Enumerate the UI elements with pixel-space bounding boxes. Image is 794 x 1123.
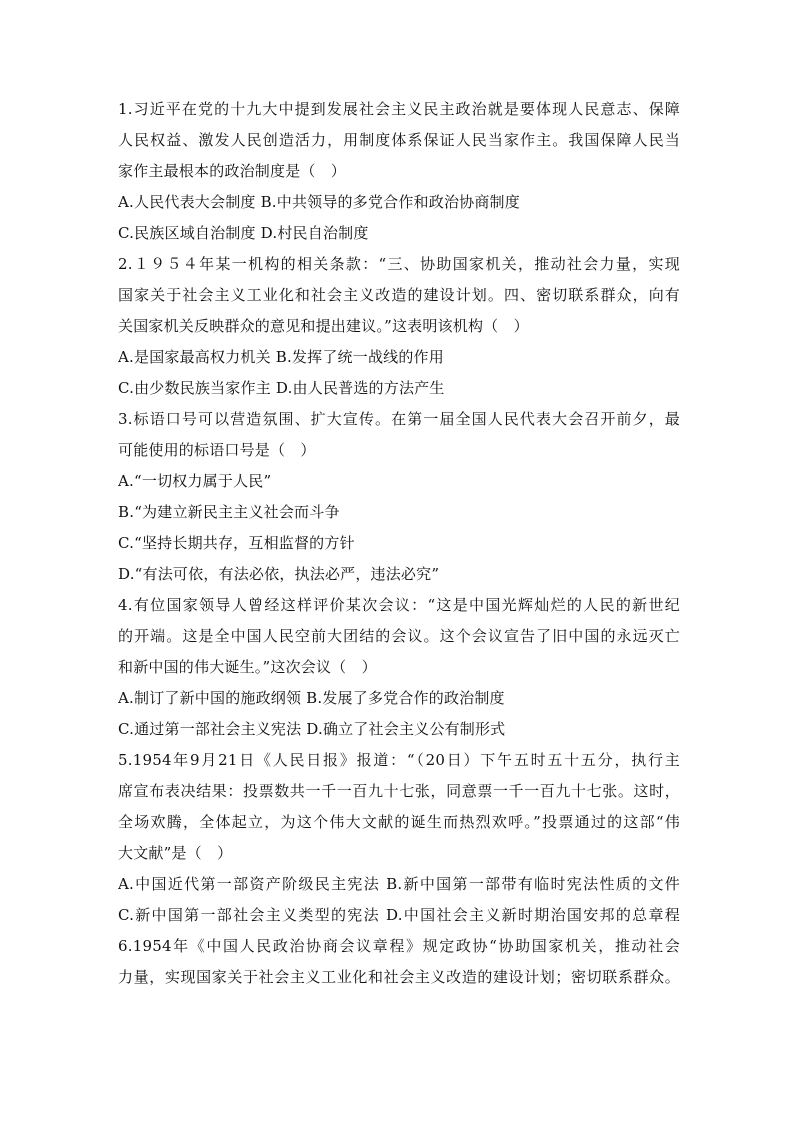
question-1-options-cd: C.民族区域自治制度 D.村民自治制度	[118, 224, 369, 242]
question-2-line-1: 2.１９５４年某一机构的相关条款：“三、协助国家机关，推动社会力量，实现	[118, 255, 680, 273]
question-4-options-ab: A.制订了新中国的施政纲领 B.发展了多党合作的政治制度	[118, 689, 505, 707]
question-5-line-3: 全场欢腾，全体起立，为这个伟大文献的诞生而热烈欢呼。”投票通过的这部“伟	[118, 813, 680, 831]
question-5-line-1: 5.1954年9月21日《人民日报》报道：“（20日）下午五时五十五分，执行主	[118, 751, 680, 769]
question-1-options-ab: A.人民代表大会制度 B.中共领导的多党合作和政治协商制度	[118, 193, 520, 211]
question-3-option-b: B.“为建立新民主主义社会而斗争	[118, 503, 340, 521]
question-3-line-2: 可能使用的标语口号是（ ）	[118, 441, 316, 459]
question-3-option-d: D.“有法可依，有法必依，执法必严，违法必究”	[118, 565, 440, 583]
question-5-line-4: 大文献”是（ ）	[118, 844, 233, 862]
question-2-line-2: 国家关于社会主义工业化和社会主义改造的建设计划。四、密切联系群众，向有	[118, 286, 680, 304]
question-2	[118, 249, 680, 404]
question-1-line-2: 人民权益、激发人民创造活力，用制度体系保证人民当家作主。我国保障人民当	[118, 131, 680, 149]
question-2-options-ab: A.是国家最高权力机关 B.发挥了统一战线的作用	[118, 348, 444, 366]
question-1-line-3: 家作主最根本的政治制度是（ ）	[118, 162, 347, 180]
question-5-options-ab: A.中国近代第一部资产阶级民主宪法 B.新中国第一部带有临时宪法性质的文件	[118, 875, 680, 893]
document-content	[118, 94, 680, 993]
question-3-line-1: 3.标语口号可以营造氛围、扩大宣传。在第一届全国人民代表大会召开前夕，最	[118, 410, 680, 428]
question-5-options-cd: C.新中国第一部社会主义类型的宪法 D.中国社会主义新时期治国安邦的总章程	[118, 906, 680, 924]
question-4-options-cd: C.通过第一部社会主义宪法 D.确立了社会主义公有制形式	[118, 720, 506, 738]
question-6	[118, 931, 680, 993]
question-4-line-2: 的开端。这是全中国人民空前大团结的会议。这个会议宣告了旧中国的永远灭亡	[118, 627, 680, 645]
question-5	[118, 745, 680, 931]
question-3-option-a: A.“一切权力属于人民”	[118, 472, 272, 490]
question-6-line-1: 6.1954年《中国人民政治协商会议章程》规定政协“协助国家机关，推动社会	[118, 937, 680, 955]
question-4-line-1: 4.有位国家领导人曾经这样评价某次会议：“这是中国光辉灿烂的人民的新世纪	[118, 596, 680, 614]
question-3-option-c: C.“坚持长期共存，互相监督的方针	[118, 534, 355, 552]
question-2-options-cd: C.由少数民族当家作主 D.由人民普选的方法产生	[118, 379, 445, 397]
question-1	[118, 94, 680, 249]
question-4	[118, 590, 680, 745]
question-6-line-2: 力量，实现国家关于社会主义工业化和社会主义改造的建设计划；密切联系群众。	[118, 968, 680, 986]
question-3	[118, 404, 680, 590]
question-4-line-3: 和新中国的伟大诞生。”这次会议（ ）	[118, 658, 377, 676]
question-1-line-1: 1.习近平在党的十九大中提到发展社会主义民主政治就是要体现人民意志、保障	[118, 100, 680, 118]
question-2-line-3: 关国家机关反映群众的意见和提出建议。”这表明该机构（ ）	[118, 317, 529, 335]
question-5-line-2: 席宣布表决结果：投票数共一千一百九十七张，同意票一千一百九十七张。这时，	[118, 782, 680, 800]
